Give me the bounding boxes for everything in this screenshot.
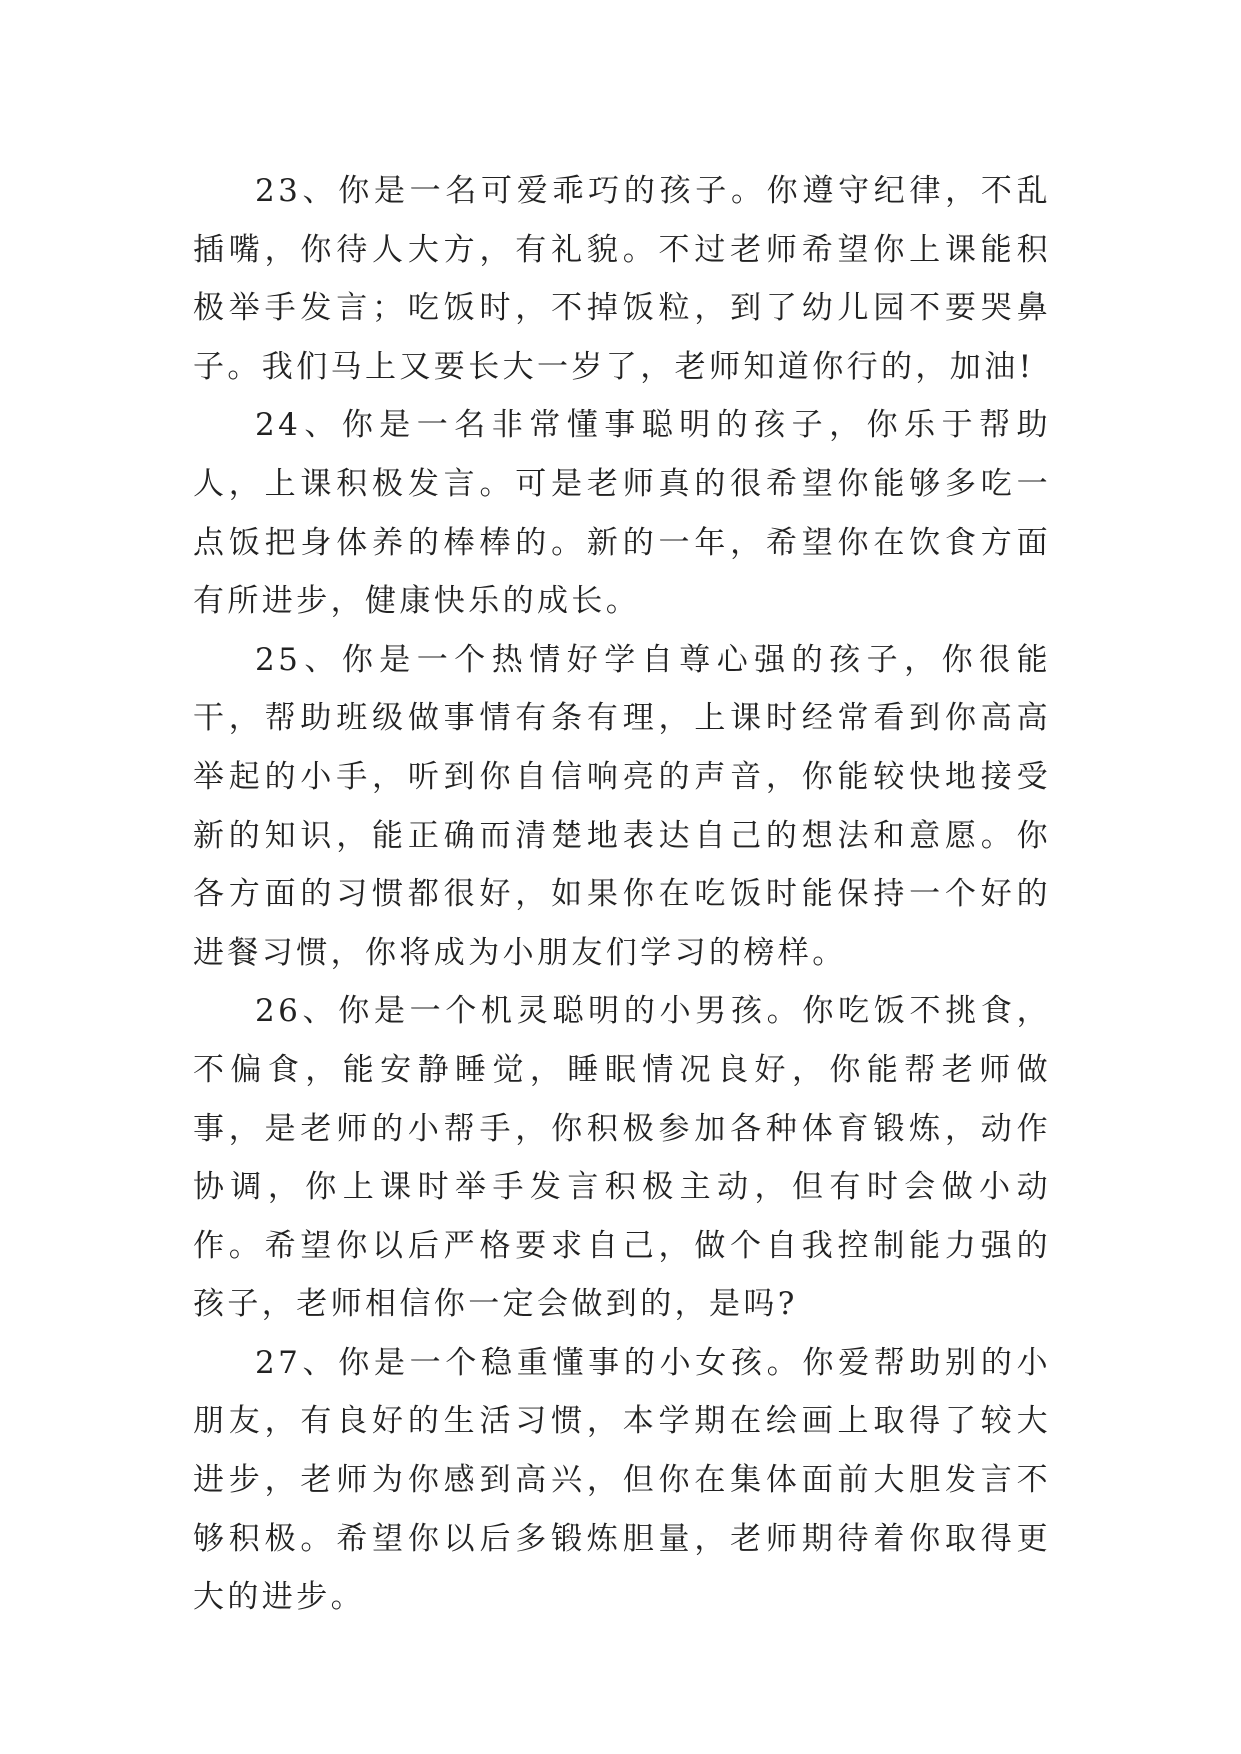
document-body <box>193 162 1051 1627</box>
paragraph-25: 25、你是一个热情好学自尊心强的孩子，你很能干，帮助班级做事情有条有理，上课时经常看到你高高举起的小手，听到你自信响亮的声音，你能较快地接受新的知识，能正确而清楚地表达自己的想法和意愿。你各方面的习惯都很好，如果你在吃饭时能保持一个好的进餐习惯，你将成为小朋友们学习的榜样。 <box>193 641 1051 971</box>
paragraph-23: 23、你是一名可爱乖巧的孩子。你遵守纪律，不乱插嘴，你待人大方，有礼貌。不过老师希望你上课能积极举手发言；吃饭时，不掉饭粒，到了幼儿园不要哭鼻子。我们马上又要长大一岁了，老师知道你行的，加油! <box>193 173 1051 385</box>
paragraph-26: 26、你是一个机灵聪明的小男孩。你吃饭不挑食，不偏食，能安静睡觉，睡眠情况良好，你能帮老师做事，是老师的小帮手，你积极参加各种体育锻炼，动作协调，你上课时举手发言积极主动，但有时会做小动作。希望你以后严格要求自己，做个自我控制能力强的孩子，老师相信你一定会做到的，是吗? <box>193 993 1051 1323</box>
paragraph-24: 24、你是一名非常懂事聪明的孩子，你乐于帮助人，上课积极发言。可是老师真的很希望你能够多吃一点饭把身体养的棒棒的。新的一年，希望你在饮食方面有所进步，健康快乐的成长。 <box>193 407 1051 620</box>
paragraph-27: 27、你是一个稳重懂事的小女孩。你爱帮助别的小朋友，有良好的生活习惯，本学期在绘画上取得了较大进步，老师为你感到高兴，但你在集体面前大胆发言不够积极。希望你以后多锻炼胆量，老师期待着你取得更大的进步。 <box>193 1344 1051 1616</box>
